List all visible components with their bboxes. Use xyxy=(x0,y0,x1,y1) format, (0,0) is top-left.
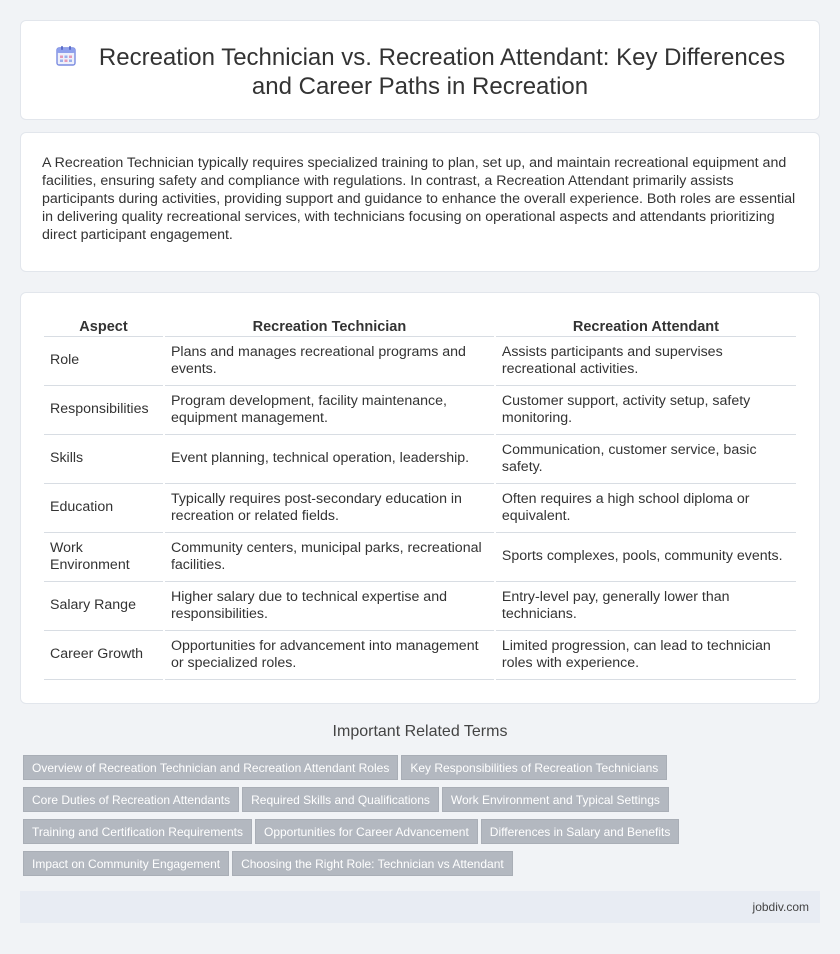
column-header: Recreation Attendant xyxy=(496,315,796,337)
aspect-cell: Responsibilities xyxy=(44,386,163,435)
technician-cell: Community centers, municipal parks, recreational facilities. xyxy=(165,533,494,582)
related-terms-list xyxy=(23,755,823,883)
table-row xyxy=(44,337,796,386)
tag-row xyxy=(23,819,823,851)
aspect-cell: Career Growth xyxy=(44,631,163,680)
related-term-tag[interactable]: Differences in Salary and Benefits xyxy=(481,819,680,844)
attendant-cell: Assists participants and supervises recreational activities. xyxy=(496,337,796,386)
calendar-icon xyxy=(55,45,77,67)
table-row xyxy=(44,533,796,582)
footer-site-link[interactable]: jobdiv.com xyxy=(752,900,809,914)
table-header-row xyxy=(44,315,796,337)
related-term-tag[interactable]: Key Responsibilities of Recreation Technicians xyxy=(401,755,667,780)
technician-cell: Event planning, technical operation, leadership. xyxy=(165,435,494,484)
table-row xyxy=(44,435,796,484)
related-term-tag[interactable]: Choosing the Right Role: Technician vs Attendant xyxy=(232,851,513,876)
attendant-cell: Sports complexes, pools, community events. xyxy=(496,533,796,582)
tag-row xyxy=(23,755,823,787)
attendant-cell: Limited progression, can lead to technician roles with experience. xyxy=(496,631,796,680)
tag-row xyxy=(23,851,823,883)
technician-cell: Program development, facility maintenance, equipment management. xyxy=(165,386,494,435)
related-term-tag[interactable]: Required Skills and Qualifications xyxy=(242,787,439,812)
technician-cell: Typically requires post-secondary education in recreation or related fields. xyxy=(165,484,494,533)
technician-cell: Higher salary due to technical expertise and responsibilities. xyxy=(165,582,494,631)
page-title xyxy=(51,43,789,101)
intro-paragraph: A Recreation Technician typically requires specialized training to plan, set up, and maintain recreational equipment and facilities, ensuring safety and compliance with regulations. In contrast, a Recreation Attendant primarily assists participants during activities, providing support and guidance to enhance the overall experience. Both roles are essential in delivering quality recreational services, with technicians focusing on operational aspects and attendants prioritizing direct participant engagement. xyxy=(42,155,796,243)
technician-cell: Plans and manages recreational programs and events. xyxy=(165,337,494,386)
comparison-table xyxy=(42,315,798,680)
aspect-cell: Salary Range xyxy=(44,582,163,631)
footer xyxy=(20,891,820,923)
aspect-cell: Education xyxy=(44,484,163,533)
related-term-tag[interactable]: Work Environment and Typical Settings xyxy=(442,787,669,812)
table-row xyxy=(44,631,796,680)
attendant-cell: Entry-level pay, generally lower than technicians. xyxy=(496,582,796,631)
aspect-cell: Work Environment xyxy=(44,533,163,582)
tag-row xyxy=(23,787,823,819)
related-term-tag[interactable]: Training and Certification Requirements xyxy=(23,819,252,844)
related-terms-heading: Important Related Terms xyxy=(332,723,508,740)
related-term-tag[interactable]: Overview of Recreation Technician and Recreation Attendant Roles xyxy=(23,755,398,780)
attendant-cell: Communication, customer service, basic safety. xyxy=(496,435,796,484)
table-row xyxy=(44,386,796,435)
related-term-tag[interactable]: Impact on Community Engagement xyxy=(23,851,229,876)
intro-card xyxy=(20,132,820,272)
technician-cell: Opportunities for advancement into management or specialized roles. xyxy=(165,631,494,680)
related-term-tag[interactable]: Core Duties of Recreation Attendants xyxy=(23,787,239,812)
attendant-cell: Customer support, activity setup, safety monitoring. xyxy=(496,386,796,435)
column-header: Aspect xyxy=(44,315,163,337)
aspect-cell: Skills xyxy=(44,435,163,484)
table-row xyxy=(44,582,796,631)
related-term-tag[interactable]: Opportunities for Career Advancement xyxy=(255,819,478,844)
attendant-cell: Often requires a high school diploma or equivalent. xyxy=(496,484,796,533)
title-card xyxy=(20,20,820,120)
column-header: Recreation Technician xyxy=(165,315,494,337)
page-title-text: Recreation Technician vs. Recreation Attendant: Key Differences and Career Paths in Recreation xyxy=(98,44,786,100)
comparison-card xyxy=(20,292,820,704)
aspect-cell: Role xyxy=(44,337,163,386)
table-row xyxy=(44,484,796,533)
